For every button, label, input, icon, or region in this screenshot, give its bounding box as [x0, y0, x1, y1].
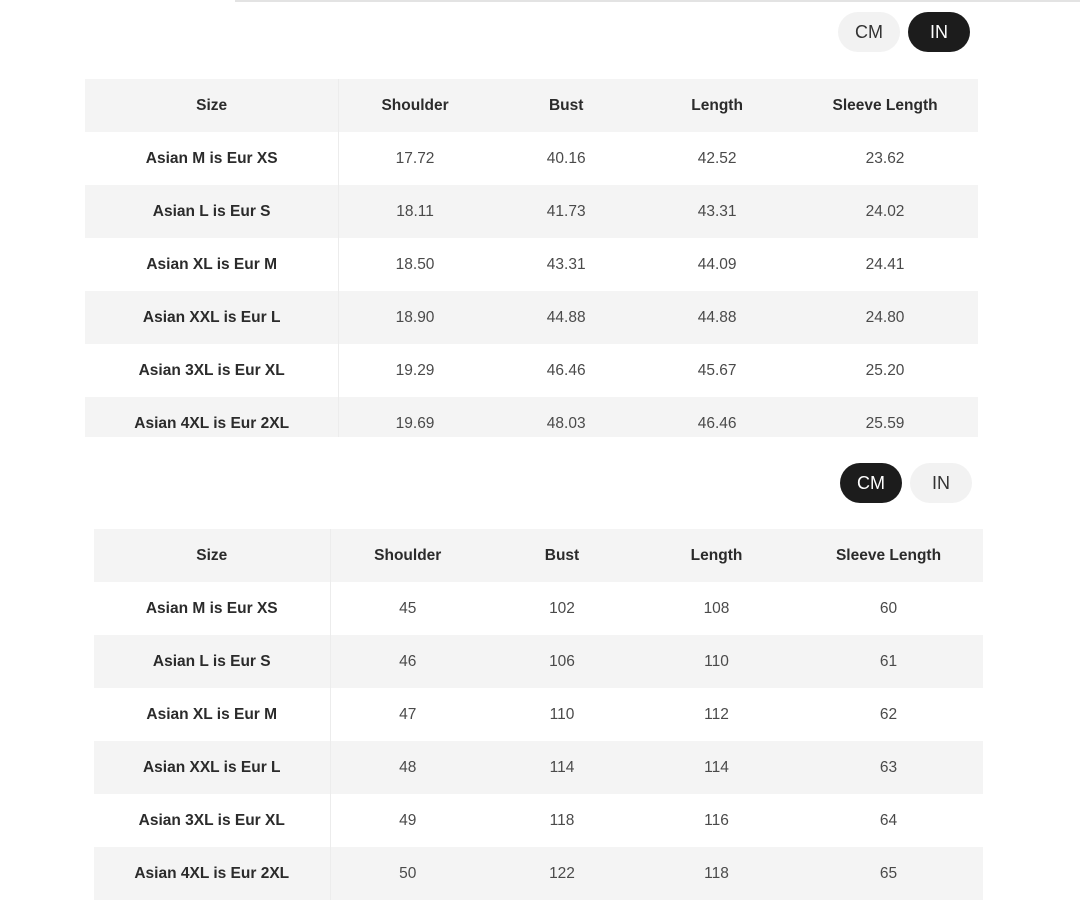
- length-cell: 43.31: [642, 185, 793, 238]
- length-cell: 118: [639, 847, 794, 900]
- size-cell: Asian L is Eur S: [94, 635, 330, 688]
- sleeve-length-cell: 61: [794, 635, 983, 688]
- in-unit-button[interactable]: IN: [910, 463, 972, 503]
- table-row: [94, 847, 983, 900]
- length-cell: 116: [704, 811, 729, 829]
- table-row: [94, 582, 983, 635]
- size-cell: Asian M is Eur XS: [94, 582, 330, 635]
- sleeve-length-cell: 24.02: [793, 185, 978, 238]
- shoulder-cell: 49: [399, 811, 417, 829]
- bust-cell: 43.31: [546, 255, 586, 273]
- sleeve-length-cell: 23.62: [865, 149, 905, 167]
- length-cell: 110: [639, 635, 794, 688]
- shoulder-cell: 17.72: [395, 149, 435, 167]
- length-cell: 45.67: [697, 361, 737, 379]
- shoulder-cell: 48: [330, 741, 485, 794]
- header-bust: Bust: [491, 79, 642, 132]
- bust-cell: 122: [485, 847, 639, 900]
- header-shoulder: Shoulder: [330, 529, 485, 582]
- table-row: [85, 185, 978, 238]
- length-cell: 46.46: [642, 397, 793, 437]
- size-cell: Asian 4XL is Eur 2XL: [85, 397, 339, 437]
- table-row: [94, 688, 983, 741]
- sleeve-length-cell: 24.41: [865, 255, 905, 273]
- shoulder-cell: 46: [330, 635, 485, 688]
- unit-toggle-cm-section: [840, 463, 972, 503]
- size-chart-centimeters: [94, 529, 984, 900]
- size-cell: Asian 4XL is Eur 2XL: [94, 847, 330, 900]
- unit-toggle-in-section: [838, 12, 970, 52]
- header-length: Length: [642, 79, 793, 132]
- cm-unit-button[interactable]: CM: [838, 12, 900, 52]
- bust-cell: 118: [549, 811, 575, 829]
- size-cell: Asian XXL is Eur L: [85, 291, 339, 344]
- length-cell: 108: [703, 599, 730, 617]
- shoulder-cell: 18.90: [339, 291, 491, 344]
- sleeve-length-cell: 24.80: [793, 291, 978, 344]
- header-sleeve-length: Sleeve Length: [793, 79, 978, 132]
- size-chart-inches-viewport[interactable]: [85, 79, 978, 437]
- size-cell: Asian XL is Eur M: [94, 688, 330, 741]
- sleeve-length-cell: 25.20: [865, 361, 905, 379]
- header-size: Size: [94, 529, 330, 582]
- length-cell: 114: [639, 741, 794, 794]
- header-length: Length: [639, 529, 794, 582]
- sleeve-length-cell: 63: [794, 741, 983, 794]
- top-divider: [235, 0, 1080, 2]
- size-cell: Asian XXL is Eur L: [94, 741, 330, 794]
- size-cell: Asian 3XL is Eur XL: [94, 794, 330, 847]
- header-sleeve-length: Sleeve Length: [794, 529, 983, 582]
- bust-cell: 46.46: [546, 361, 586, 379]
- table-row: [85, 238, 978, 291]
- length-cell: 42.52: [697, 149, 737, 167]
- table-row: [94, 635, 983, 688]
- size-cell: Asian M is Eur XS: [85, 132, 339, 185]
- size-cell: Asian XL is Eur M: [85, 238, 339, 291]
- shoulder-cell: 18.11: [339, 185, 491, 238]
- length-cell: 112: [704, 705, 729, 723]
- table-header-row: [85, 79, 978, 132]
- shoulder-cell: 18.50: [395, 255, 435, 273]
- bust-cell: 114: [485, 741, 639, 794]
- table-header-row: [94, 529, 983, 582]
- size-cell: Asian 3XL is Eur XL: [85, 344, 339, 397]
- header-size: Size: [85, 79, 339, 132]
- bust-cell: 44.88: [491, 291, 642, 344]
- table-row: [85, 344, 978, 397]
- bust-cell: 102: [549, 599, 575, 617]
- header-bust: Bust: [485, 529, 639, 582]
- shoulder-cell: 19.69: [339, 397, 491, 437]
- length-cell: 44.88: [642, 291, 793, 344]
- sleeve-length-cell: 65: [794, 847, 983, 900]
- header-shoulder: Shoulder: [339, 79, 491, 132]
- table-row: [85, 132, 978, 185]
- bust-cell: 48.03: [491, 397, 642, 437]
- shoulder-cell: 19.29: [395, 361, 435, 379]
- sleeve-length-cell: 64: [879, 811, 898, 829]
- table-row: [85, 397, 978, 437]
- size-chart-inches: [85, 79, 978, 437]
- sleeve-length-cell: 62: [879, 705, 898, 723]
- shoulder-cell: 45: [399, 599, 417, 617]
- table-row: [94, 741, 983, 794]
- bust-cell: 41.73: [491, 185, 642, 238]
- shoulder-cell: 47: [399, 705, 417, 723]
- table-row: [94, 794, 983, 847]
- shoulder-cell: 50: [330, 847, 485, 900]
- in-unit-button[interactable]: IN: [908, 12, 970, 52]
- cm-unit-button[interactable]: CM: [840, 463, 902, 503]
- size-cell: Asian L is Eur S: [85, 185, 339, 238]
- bust-cell: 40.16: [546, 149, 586, 167]
- sleeve-length-cell: 60: [879, 599, 898, 617]
- bust-cell: 110: [549, 705, 575, 723]
- length-cell: 44.09: [697, 255, 737, 273]
- table-row: [85, 291, 978, 344]
- sleeve-length-cell: 25.59: [793, 397, 978, 437]
- bust-cell: 106: [485, 635, 639, 688]
